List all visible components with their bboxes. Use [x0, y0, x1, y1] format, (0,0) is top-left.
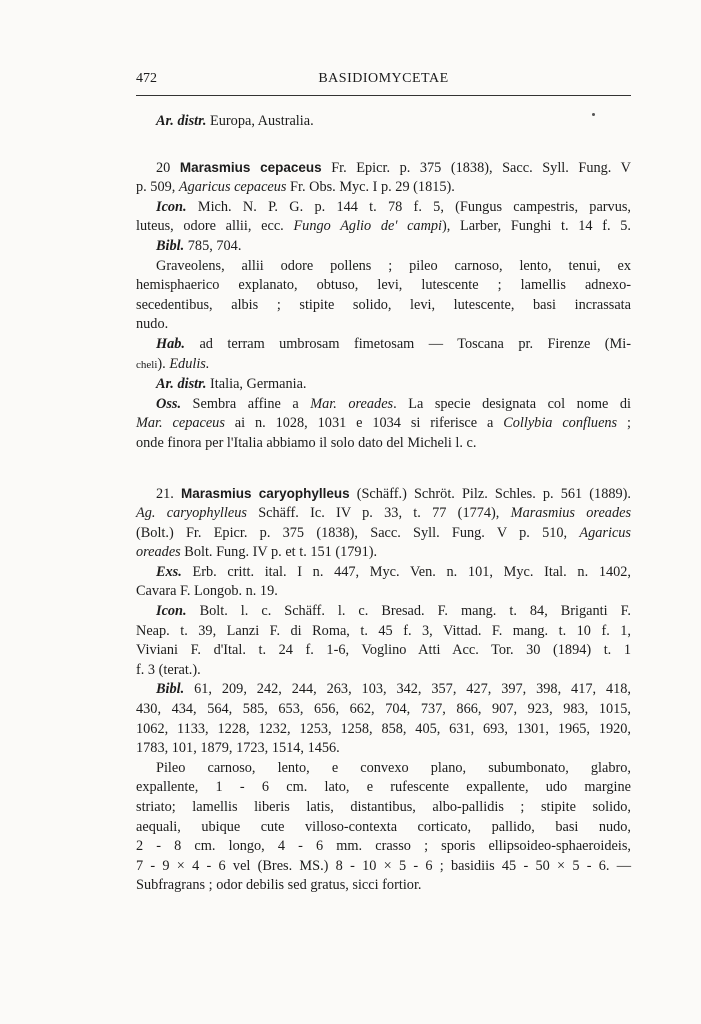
icon-reference: Icon. Mich. N. P. G. p. 144 t. 78 f. 5, (Fungus campestris, parvus, [156, 198, 631, 215]
species-entry-20 [136, 158, 631, 454]
bibliography-line: 1062, 1133, 1228, 1232, 1253, 1258, 858, 405, 631, 693, 1301, 1965, 1920, [136, 720, 631, 737]
bibliography-line: 1783, 101, 1879, 1723, 1514, 1456. [136, 740, 340, 757]
entry-heading: 21. Marasmius caryophylleus (Schäff.) Schröt. Pilz. Schles. p. 561 (1889). [156, 485, 631, 502]
icon-reference-cont: luteus, odore allii, ecc. Fungo Aglio de' campi), Larber, Funghi t. 14 f. 5. [136, 218, 631, 235]
observation-line: onde finora per l'Italia abbiamo il solo dato del Micheli l. c. [136, 434, 477, 451]
description-line: 2 - 8 cm. longo, 4 - 6 mm. crasso ; sporis ellipsoideo-sphaeroideis, [136, 838, 631, 855]
distribution-line: Ar. distr. Europa, Australia. [156, 113, 314, 129]
observation-line: Oss. Sembra affine a Mar. oreades. La specie designata col nome di [156, 395, 631, 412]
section-gap [136, 132, 631, 158]
distribution-line: Ar. distr. Italia, Germania. [156, 376, 307, 393]
icon-reference-cont: Viviani F. d'Ital. t. 24 f. 1-6, Voglino Atti Acc. Tor. 30 (1894) t. 1 [136, 642, 631, 659]
header-rule [136, 95, 631, 96]
bibliography-line: Bibl. 61, 209, 242, 244, 263, 103, 342, 357, 427, 397, 398, 417, 418, [156, 681, 631, 698]
description-line: hemisphaerico explanato, obtuso, levi, lutescente ; lamellis adnexo- [136, 277, 631, 294]
page-body [136, 112, 631, 896]
species-entry-21 [136, 484, 631, 896]
synonym-line: (Bolt.) Fr. Epicr. p. 375 (1838), Sacc. Syll. Fung. V p. 510, Agaricus [136, 524, 631, 541]
running-header [136, 71, 631, 91]
icon-reference: Icon. Bolt. l. c. Schäff. l. c. Bresad. F. mang. t. 84, Briganti F. [156, 603, 631, 620]
running-title: BASIDIOMYCETAE [318, 71, 449, 86]
habitat-line: Hab. ad terram umbrosam fimetosam — Toscana pr. Firenze (Mi- [156, 335, 631, 352]
icon-reference-cont: Neap. t. 39, Lanzi F. di Roma, t. 45 f. 3, Vittad. F. mang. t. 10 f. 1, [136, 622, 631, 639]
observation-line: Mar. cepaceus ai n. 1028, 1031 e 1034 si riferisce a Collybia confluens ; [136, 415, 631, 432]
exsiccata-line-cont: Cavara F. Longob. n. 19. [136, 583, 278, 600]
description-line: expallente, 1 - 6 cm. lato, e rufescente expallente, udo margine [136, 779, 631, 796]
species-name: Marasmius cepaceus [179, 159, 322, 175]
habitat-line-cont: cheli). Edulis. [136, 355, 210, 372]
icon-reference-cont: f. 3 (terat.). [136, 661, 201, 678]
description-line: secedentibus, albis ; stipite solido, levi, lutescente, basi incrassata [136, 296, 631, 313]
section-gap [136, 454, 631, 484]
synonym-line: Ag. caryophylleus Schäff. Ic. IV p. 33, t. 77 (1774), Marasmius oreades [136, 505, 632, 522]
synonym-line: p. 509, Agaricus cepaceus Fr. Obs. Myc. I p. 29 (1815). [136, 179, 455, 196]
description-line: Graveolens, allii odore pollens ; pileo carnoso, lento, tenui, ex [156, 257, 631, 274]
description-line: Pileo carnoso, lento, e convexo plano, subumbonato, glabro, [156, 759, 631, 776]
description-line: aequali, ubique cute villoso-contexta corticato, pallido, basi nudo, [136, 818, 631, 835]
description-line: striato; lamellis liberis latis, distantibus, albo-pallidis ; stipite solido, [136, 799, 631, 815]
description-line: nudo. [136, 316, 169, 333]
description-line: Subfragrans ; odor debilis sed gratus, sicci fortior. [136, 877, 422, 894]
page-number: 472 [136, 71, 157, 86]
exsiccata-line: Exs. Erb. critt. ital. I n. 447, Myc. Ven. n. 101, Myc. Ital. n. 1402, [156, 563, 631, 580]
bibliography-line: Bibl. 785, 704. [156, 237, 242, 254]
synonym-line: oreades Bolt. Fung. IV p. et t. 151 (1791). [136, 544, 378, 561]
bibliography-line: 430, 434, 564, 585, 653, 656, 662, 704, 737, 866, 907, 923, 983, 1015, [136, 701, 631, 718]
species-name: Marasmius caryophylleus [180, 485, 350, 501]
entry-heading: 20 Marasmius cepaceus Fr. Epicr. p. 375 (1838), Sacc. Syll. Fung. V [156, 159, 631, 176]
description-line: 7 - 9 × 4 - 6 vel (Bres. MS.) 8 - 10 × 5 - 6 ; basidiis 45 - 50 × 5 - 6. — [136, 857, 631, 874]
